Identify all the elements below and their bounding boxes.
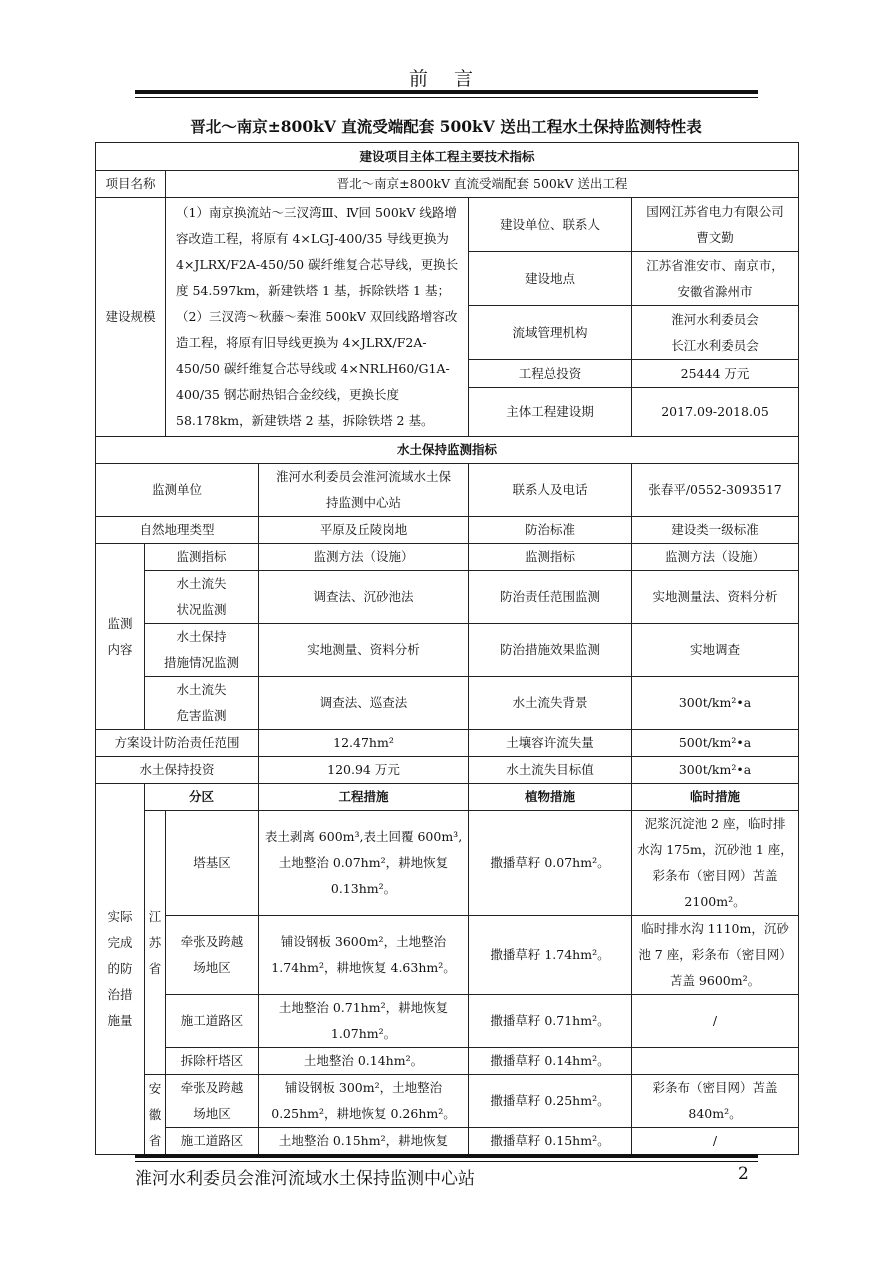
province-anhui: 安 徽 省 [145,1075,166,1155]
construction-road-anhui-engineering: 土地整治 0.15hm²，耕地恢复 [259,1128,469,1155]
stringing-site-anhui-vegetation: 撒播草籽 0.25hm²。 [469,1075,632,1128]
monitoring-method-header-2: 监测方法（设施） [632,544,799,571]
monitor-row1-index: 水土流失 状况监测 [145,571,259,624]
monitoring-method-header: 监测方法（设施） [259,544,469,571]
vegetation-measures-header: 植物措施 [469,784,632,811]
section-heading-monitoring: 水土保持监测指标 [96,437,799,464]
geography-type-label: 自然地理类型 [96,517,259,544]
target-loss-label: 水土流失目标值 [469,757,632,784]
scale-description: （1）南京换流站～三汊湾Ⅲ、Ⅳ回 500kV 线路增容改造工程，将原有 4×LGJ-400/35 导线更换为 4×JLRX/F2A-450/50 碳纤维复合芯导线，更换长度 54.597km，新建铁塔 1 基，拆除铁塔 1 基；（2）三汊湾～秋藤～秦淮 500kV 双回线路增容改造工程，将原有旧导线更换为 4×JLRX/F2A-450/50 碳纤维复合芯导线或 4×NRLH60/G1A-400/35 钢芯耐热铝合金绞线，更换长度 58.178km，新建铁塔 2 基，拆除铁塔 2 基。 [166,198,469,437]
monitor-row2-index: 水土保持 措施情况监测 [145,624,259,677]
section-heading-main-tech: 建设项目主体工程主要技术指标 [96,143,799,171]
monitor-row1-method-2: 实地测量法、资料分析 [632,571,799,624]
zone-construction-road: 施工道路区 [166,995,259,1048]
swc-investment-value: 120.94 万元 [259,757,469,784]
construction-period-label: 主体工程建设期 [469,387,632,436]
construction-road-temporary: / [632,995,799,1048]
swc-investment-label: 水土保持投资 [96,757,259,784]
monitoring-content-label: 监测 内容 [96,544,145,730]
project-name-label: 项目名称 [96,171,166,198]
construction-road-vegetation: 撒播草籽 0.71hm²。 [469,995,632,1048]
zone-stringing-site-anhui: 牵张及跨越 场地区 [166,1075,259,1128]
monitoring-index-header: 监测指标 [145,544,259,571]
tower-base-engineering: 表土剥离 600m³,表土回覆 600m³, 土地整治 0.07hm²，耕地恢复 0.13hm²。 [259,811,469,916]
zone-construction-road-anhui: 施工道路区 [166,1128,259,1155]
tower-removal-temporary [632,1048,799,1075]
zone-tower-removal: 拆除杆塔区 [166,1048,259,1075]
scale-label: 建设规模 [96,198,166,437]
zone-tower-base: 塔基区 [166,811,259,916]
construction-unit-value: 国网江苏省电力有限公司 曹文勤 [632,198,799,252]
prevention-standard-value: 建设类一级标准 [632,517,799,544]
temporary-measures-header: 临时措施 [632,784,799,811]
footer-rule-thin [135,1161,758,1162]
page-number: 2 [738,1164,749,1184]
construction-road-anhui-temporary: / [632,1128,799,1155]
monitoring-index-header-2: 监测指标 [469,544,632,571]
construction-road-engineering: 土地整治 0.71hm²，耕地恢复 1.07hm²。 [259,995,469,1048]
monitor-row2-index-2: 防治措施效果监测 [469,624,632,677]
geography-type-value: 平原及丘陵岗地 [259,517,469,544]
tower-removal-engineering: 土地整治 0.14hm²。 [259,1048,469,1075]
stringing-site-anhui-engineering: 铺设钢板 300m²，土地整治 0.25hm²，耕地恢复 0.26hm²。 [259,1075,469,1128]
tower-base-vegetation: 撒播草籽 0.07hm²。 [469,811,632,916]
completed-measures-label: 实际 完成 的防 治措 施量 [96,784,145,1155]
allowable-loss-value: 500t/km²•a [632,730,799,757]
location-value: 江苏省淮安市、南京市， 安徽省滁州市 [632,252,799,306]
header-rule-thick [135,90,758,94]
stringing-site-engineering: 铺设钢板 3600m²，土地整治 1.74hm²，耕地恢复 4.63hm²。 [259,916,469,995]
construction-road-anhui-vegetation: 撒播草籽 0.15hm²。 [469,1128,632,1155]
contact-value: 张春平/0552-3093517 [632,464,799,517]
monitor-row3-index-2: 水土流失背景 [469,677,632,730]
location-label: 建设地点 [469,252,632,306]
monitoring-unit-value: 淮河水利委员会淮河流域水土保 持监测中心站 [259,464,469,517]
monitor-row1-index-2: 防治责任范围监测 [469,571,632,624]
total-investment-label: 工程总投资 [469,360,632,388]
responsibility-area-value: 12.47hm² [259,730,469,757]
prevention-standard-label: 防治标准 [469,517,632,544]
total-investment-value: 25444 万元 [632,360,799,388]
allowable-loss-label: 土壤容许流失量 [469,730,632,757]
footer-rule-thick [135,1154,758,1158]
monitor-row3-index: 水土流失 危害监测 [145,677,259,730]
contact-label: 联系人及电话 [469,464,632,517]
project-name-value: 晋北～南京±800kV 直流受端配套 500kV 送出工程 [166,171,799,198]
monitor-row2-method: 实地测量、资料分析 [259,624,469,677]
footer-organization: 淮河水利委员会淮河流域水土保持监测中心站 [135,1169,475,1189]
monitoring-characteristics-table [95,142,799,1155]
zone-stringing-site: 牵张及跨越 场地区 [166,916,259,995]
responsibility-area-label: 方案设计防治责任范围 [96,730,259,757]
zone-header: 分区 [145,784,259,811]
monitor-row3-method: 调查法、巡查法 [259,677,469,730]
monitoring-unit-label: 监测单位 [96,464,259,517]
province-jiangsu: 江 苏 省 [145,811,166,1075]
stringing-site-temporary: 临时排水沟 1110m，沉砂 池 7 座，彩条布（密目网） 苫盖 9600m²。 [632,916,799,995]
target-loss-value: 300t/km²•a [632,757,799,784]
stringing-site-anhui-temporary: 彩条布（密目网）苫盖 840m²。 [632,1075,799,1128]
engineering-measures-header: 工程措施 [259,784,469,811]
basin-authority-value: 淮河水利委员会 长江水利委员会 [632,306,799,360]
monitor-row2-method-2: 实地调查 [632,624,799,677]
basin-authority-label: 流域管理机构 [469,306,632,360]
page-header-title: 前 言 [408,68,484,90]
construction-period-value: 2017.09-2018.05 [632,387,799,436]
monitor-row3-method-2: 300t/km²•a [632,677,799,730]
tower-base-temporary: 泥浆沉淀池 2 座，临时排 水沟 175m，沉砂池 1 座， 彩条布（密目网）苫盖 2100m²。 [632,811,799,916]
construction-unit-label: 建设单位、联系人 [469,198,632,252]
tower-removal-vegetation: 撒播草籽 0.14hm²。 [469,1048,632,1075]
header-rule-thin [135,97,758,98]
document-title: 晋北～南京±800kV 直流受端配套 500kV 送出工程水土保持监测特性表 [190,117,702,136]
monitor-row1-method: 调查法、沉砂池法 [259,571,469,624]
stringing-site-vegetation: 撒播草籽 1.74hm²。 [469,916,632,995]
